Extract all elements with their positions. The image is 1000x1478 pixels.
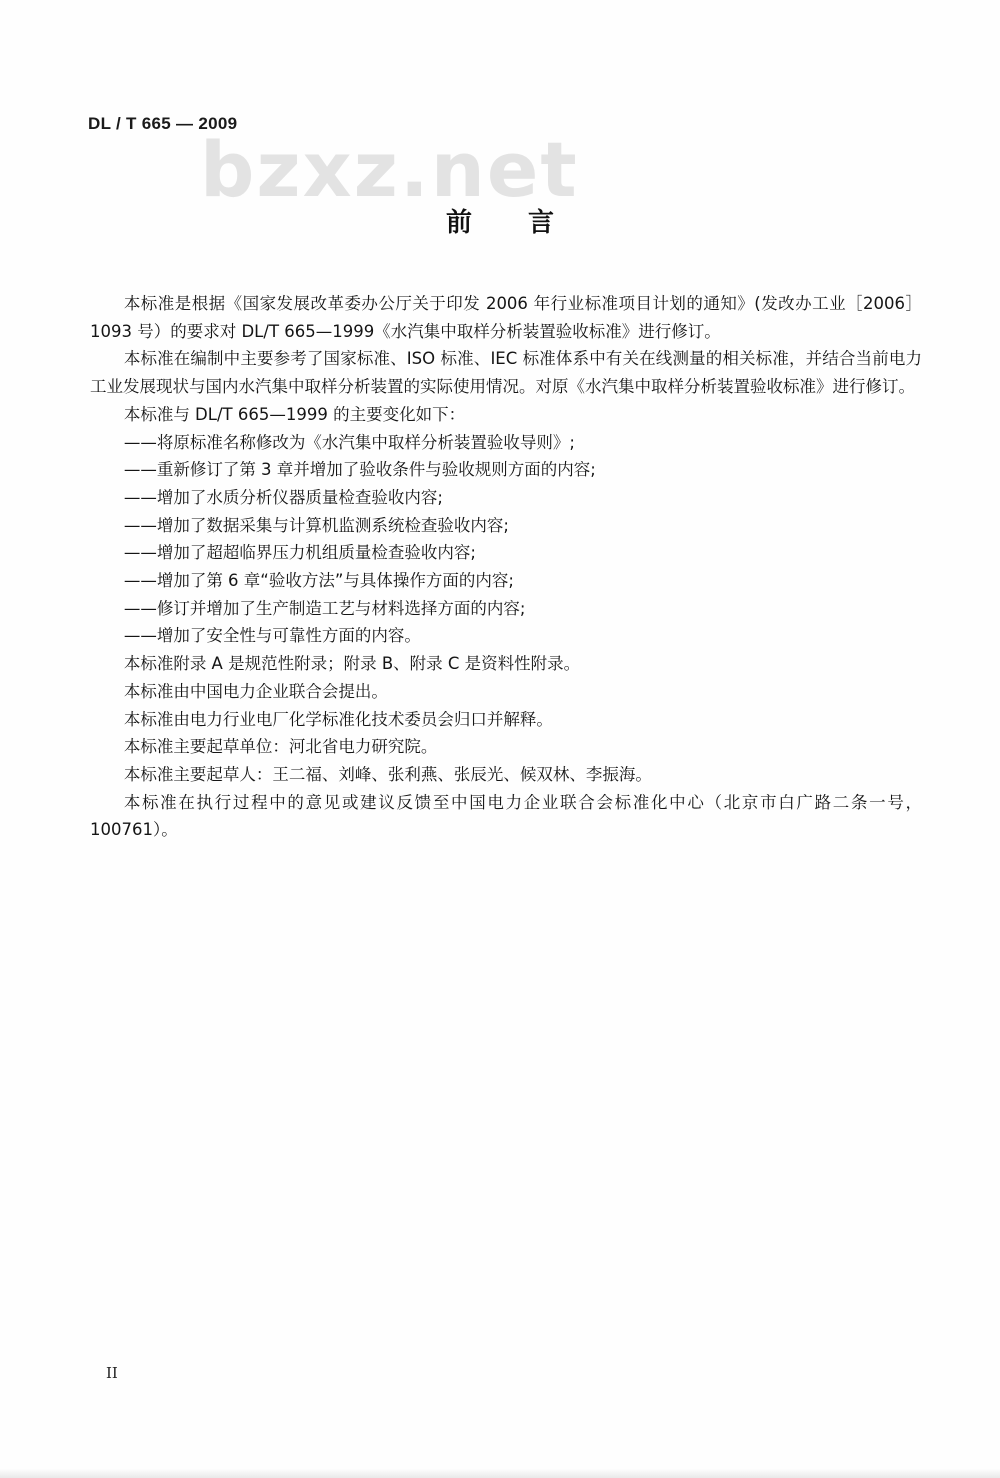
paragraph-references: 本标准在编制中主要参考了国家标准、ISO 标准、IEC 标准体系中有关在线测量的相关标准，并结合当前电力工业发展现状与国内水汽集中取样分析装置的实际使用情况。对原《水汽集中取样分析装置验收标准》进行修订。 <box>90 349 922 397</box>
paragraph-drafters: 本标准主要起草人：王二福、刘峰、张利燕、张辰光、候双林、李振海。 <box>123 764 652 784</box>
paragraph-feedback: 本标准在执行过程中的意见或建议反馈至中国电力企业联合会标准化中心（北京市白广路二条一号，100761）。 <box>90 792 922 840</box>
change-item: ——修订并增加了生产制造工艺与材料选择方面的内容; <box>123 598 526 618</box>
change-item: ——增加了水质分析仪器质量检查验收内容; <box>123 487 443 507</box>
paragraph-interpreter: 本标准由电力行业电厂化学标准化技术委员会归口并解释。 <box>123 709 553 729</box>
foreword-body <box>90 290 922 844</box>
page-number: II <box>106 1364 118 1382</box>
watermark-text: bzxz.net <box>200 125 579 214</box>
paragraph-basis: 本标准是根据《国家发展改革委办公厅关于印发 2006 年行业标准项目计划的通知》(发改办工业［2006］1093 号）的要求对 DL/T 665—1999《水汽集中取样分析装置验收标准》进行修订。 <box>90 294 922 341</box>
change-item: ——增加了超超临界压力机组质量检查验收内容; <box>123 543 476 563</box>
page-edge-shadow <box>0 1468 1000 1478</box>
paragraph-changes-intro: 本标准与 DL/T 665—1999 的主要变化如下： <box>123 404 466 424</box>
change-item: ——增加了安全性与可靠性方面的内容。 <box>123 626 421 646</box>
paragraph-appendices: 本标准附录 A 是规范性附录；附录 B、附录 C 是资料性附录。 <box>123 654 581 674</box>
paragraph-drafting-unit: 本标准主要起草单位：河北省电力研究院。 <box>123 737 438 757</box>
page-title: 前言 <box>445 208 610 238</box>
paragraph-proposer: 本标准由中国电力企业联合会提出。 <box>123 681 388 701</box>
change-item: ——将原标准名称修改为《水汽集中取样分析装置验收导则》; <box>123 432 575 452</box>
change-item: ——增加了第 6 章“验收方法”与具体操作方面的内容; <box>123 571 514 591</box>
change-item: ——重新修订了第 3 章并增加了验收条件与验收规则方面的内容; <box>123 460 596 480</box>
change-item: ——增加了数据采集与计算机监测系统检查验收内容; <box>123 515 509 535</box>
standard-code: DL / T 665 — 2009 <box>88 114 238 133</box>
